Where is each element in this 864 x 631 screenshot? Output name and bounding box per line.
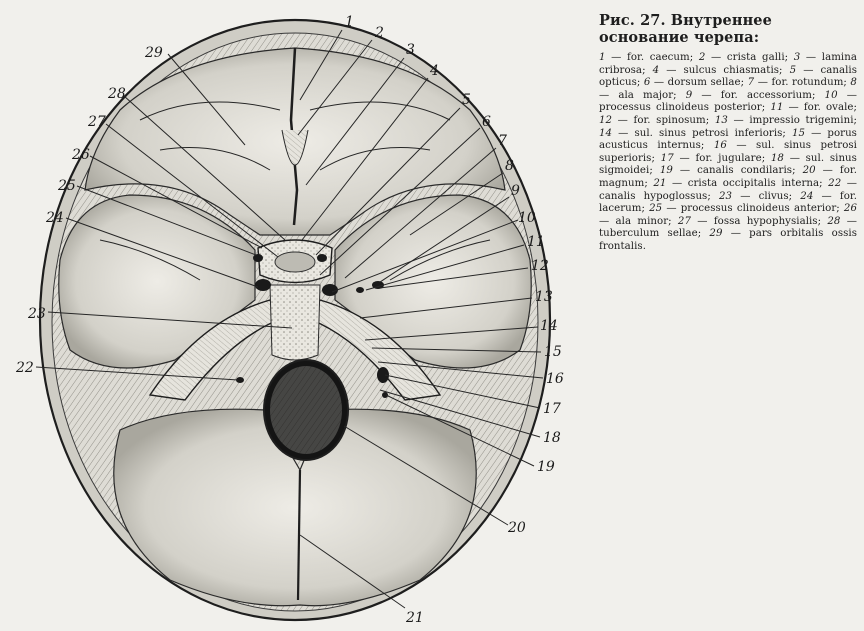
figure-label-27: 27 (88, 114, 106, 130)
legend-item-19: 19 — canalis condilaris (659, 165, 793, 177)
legend-item-26: 26 — ala minor (599, 203, 857, 227)
legend-number: 22 (828, 177, 842, 189)
figure-label: Рис. 27. (599, 12, 666, 29)
figure-caption (599, 12, 857, 254)
legend-number: 13 (714, 114, 728, 126)
legend-term: processus clinoideus posterior (599, 102, 762, 114)
legend-list: 1 — for. caecum; 2 — crista galli; 3 — lamina cribrosa; 4 — sulcus chiasmatis; 5 — canalis opticus; 6 — dorsum sellae; 7 — for. rotundum; 8 — ala major; 9 — for. accessorium; 10 — processus clinoideus posterior; 11 — for. ovale; 12 — for. spinosum; 13 — impressio trigemini; 14 — sul. sinus petrosi inferioris; 15 — porus acusticus internus; 16 — sul. sinus petrosi superioris; 17 — for. jugulare; 18 — sul. sinus sigmoidei; 19 — canalis condilaris; 20 — for. magnum; 21 — crista occipitalis interna; 22 — canalis hypoglossus; 23 — clivus; 24 — for. lacerum; 25 — processus clinoideus anterior; 26 — ala minor; 27 — fossa hypophysialis; 28 — tuberculum sellae; 29 — pars orbitalis ossis frontalis. (599, 52, 857, 252)
legend-number: 16 (713, 140, 727, 152)
legend-number: 1 (599, 52, 606, 63)
legend-item-6: 6 — dorsum sellae (643, 77, 741, 89)
figure-label-29: 29 (145, 45, 163, 61)
figure-label-26: 26 (72, 147, 90, 163)
legend-number: 18 (770, 152, 784, 164)
legend-item-18: 18 — sul. sinus sigmoidei (599, 152, 857, 177)
legend-term: for. rotundum (771, 77, 844, 89)
legend-item-23: 23 — clivus (718, 190, 789, 202)
figure-label-16: 16 (546, 371, 564, 387)
legend-item-20: 20 — for. magnum (599, 165, 857, 189)
figure-label-19: 19 (537, 459, 555, 475)
legend-number: 21 (653, 177, 667, 189)
legend-number: 11 (770, 102, 784, 114)
legend-number: 29 (709, 228, 723, 240)
legend-term: sulcus chiasmatis (683, 64, 780, 76)
legend-item-17: 17 — for. jugulare (660, 152, 762, 164)
figure-label-1: 1 (345, 14, 354, 30)
figure-label-4: 4 (430, 63, 439, 79)
legend-term: for. ovale (803, 102, 854, 114)
legend-term: canalis condilaris (697, 165, 793, 177)
legend-number: 23 (718, 190, 733, 202)
legend-item-14: 14 — sul. sinus petrosi inferioris (599, 127, 783, 139)
figure-label-14: 14 (540, 318, 558, 334)
figure-label-21: 21 (406, 610, 424, 626)
legend-item-5: 5 — canalis opticus (599, 64, 857, 89)
figure-label-11: 11 (527, 234, 545, 250)
legend-item-13: 13 — impressio trigemini (714, 114, 854, 126)
legend-number: 9 (685, 89, 693, 101)
legend-term: lamina cribrosa (599, 52, 857, 76)
caption-heading: Внутреннее основание черепа: (599, 12, 772, 46)
legend-term: dorsum sellae (667, 77, 741, 89)
legend-number: 26 (843, 203, 857, 215)
figure-label-23: 23 (28, 306, 46, 322)
figure-label-5: 5 (462, 92, 471, 108)
figure-label-10: 10 (518, 210, 536, 226)
legend-item-8: 8 — ala major (599, 77, 857, 101)
legend-term: crista galli (726, 52, 785, 63)
legend-term: canalis opticus (599, 64, 857, 89)
legend-term: pars orbitalis ossis frontalis (599, 228, 857, 252)
legend-term: crista occipitalis interna (687, 177, 820, 189)
figure-label-20: 20 (508, 520, 526, 536)
figure-label-9: 9 (511, 183, 520, 199)
legend-number: 17 (660, 152, 674, 164)
legend-number: 4 (652, 64, 660, 76)
legend-term: for. jugulare (695, 152, 762, 164)
legend-term: for. spinosum (633, 114, 706, 126)
legend-number: 12 (599, 114, 613, 126)
legend-item-29: 29 — pars orbitalis ossis frontalis (599, 228, 857, 252)
figure-label-12: 12 (531, 258, 549, 274)
legend-number: 27 (677, 215, 691, 227)
legend-term: tuberculum sellae (599, 228, 698, 240)
legend-item-2: 2 — crista galli (698, 52, 785, 63)
legend-term: for. magnum (599, 165, 857, 189)
legend-item-24: 24 — for. lacerum (599, 190, 857, 215)
legend-item-1: 1 — for. caecum (599, 52, 690, 63)
legend-term: clivus (758, 190, 789, 202)
figure-label-6: 6 (482, 114, 491, 130)
legend-item-7: 7 — for. rotundum (747, 77, 844, 89)
legend-term: sul. sinus petrosi superioris (599, 140, 857, 164)
legend-term: for. caecum (627, 52, 690, 63)
legend-item-21: 21 — crista occipitalis interna (653, 177, 820, 189)
figure-label-28: 28 (108, 86, 126, 102)
legend-term: sul. sinus petrosi inferioris (634, 127, 783, 139)
legend-number: 10 (824, 89, 838, 101)
caption-title (599, 12, 857, 46)
legend-number: 28 (827, 215, 841, 227)
figure-label-24: 24 (46, 210, 64, 226)
figure-label-18: 18 (543, 430, 561, 446)
legend-number: 2 (698, 52, 706, 63)
legend-term: fossa hypophysialis (713, 215, 818, 227)
legend-term: for. accessorium (720, 89, 812, 101)
foramen-magnum (264, 360, 348, 460)
legend-number: 14 (599, 127, 613, 139)
legend-term: ala major (618, 89, 674, 101)
legend-number: 8 (850, 77, 857, 89)
legend-term: sul. sinus sigmoidei (599, 152, 857, 177)
legend-item-28: 28 — tuberculum sellae (599, 215, 857, 240)
clivus (270, 285, 320, 360)
figure-label-17: 17 (543, 401, 561, 417)
legend-item-16: 16 — sul. sinus petrosi superioris (599, 140, 857, 164)
legend-number: 15 (791, 127, 806, 139)
legend-term: for. lacerum (599, 190, 857, 215)
figure-label-25: 25 (58, 178, 76, 194)
legend-item-25: 25 — processus clinoideus anterior (649, 203, 837, 215)
legend-item-15: 15 — porus acusticus internus (599, 127, 857, 152)
legend-item-10: 10 — processus clinoideus posterior (599, 89, 857, 114)
figure-label-13: 13 (535, 289, 553, 305)
legend-item-22: 22 — canalis hypoglossus (599, 177, 857, 202)
legend-term: canalis hypoglossus (599, 190, 708, 202)
legend-number: 3 (793, 52, 801, 63)
legend-item-11: 11 — for. ovale (770, 102, 854, 114)
figure-label-15: 15 (544, 344, 562, 360)
legend-number: 20 (802, 165, 816, 177)
figure-label-8: 8 (505, 158, 514, 174)
legend-number: 25 (649, 203, 663, 215)
legend-number: 6 (643, 77, 651, 89)
figure-label-3: 3 (406, 42, 415, 58)
legend-item-4: 4 — sulcus chiasmatis (652, 64, 780, 76)
legend-item-3: 3 — lamina cribrosa (599, 52, 857, 76)
legend-number: 19 (659, 165, 673, 177)
figure-label-22: 22 (16, 360, 34, 376)
legend-term: processus clinoideus anterior (680, 203, 837, 215)
legend-item-27: 27 — fossa hypophysialis (677, 215, 818, 227)
legend-number: 5 (789, 64, 797, 76)
figure-label-2: 2 (375, 25, 384, 41)
legend-term: porus acusticus internus (599, 127, 857, 152)
legend-term: ala minor (615, 215, 669, 227)
legend-item-12: 12 — for. spinosum (599, 114, 706, 126)
legend-number: 7 (747, 77, 755, 89)
legend-number: 24 (800, 190, 814, 202)
legend-item-9: 9 — for. accessorium (685, 89, 812, 101)
legend-term: impressio trigemini (749, 114, 854, 126)
figure-label-7: 7 (498, 133, 507, 149)
